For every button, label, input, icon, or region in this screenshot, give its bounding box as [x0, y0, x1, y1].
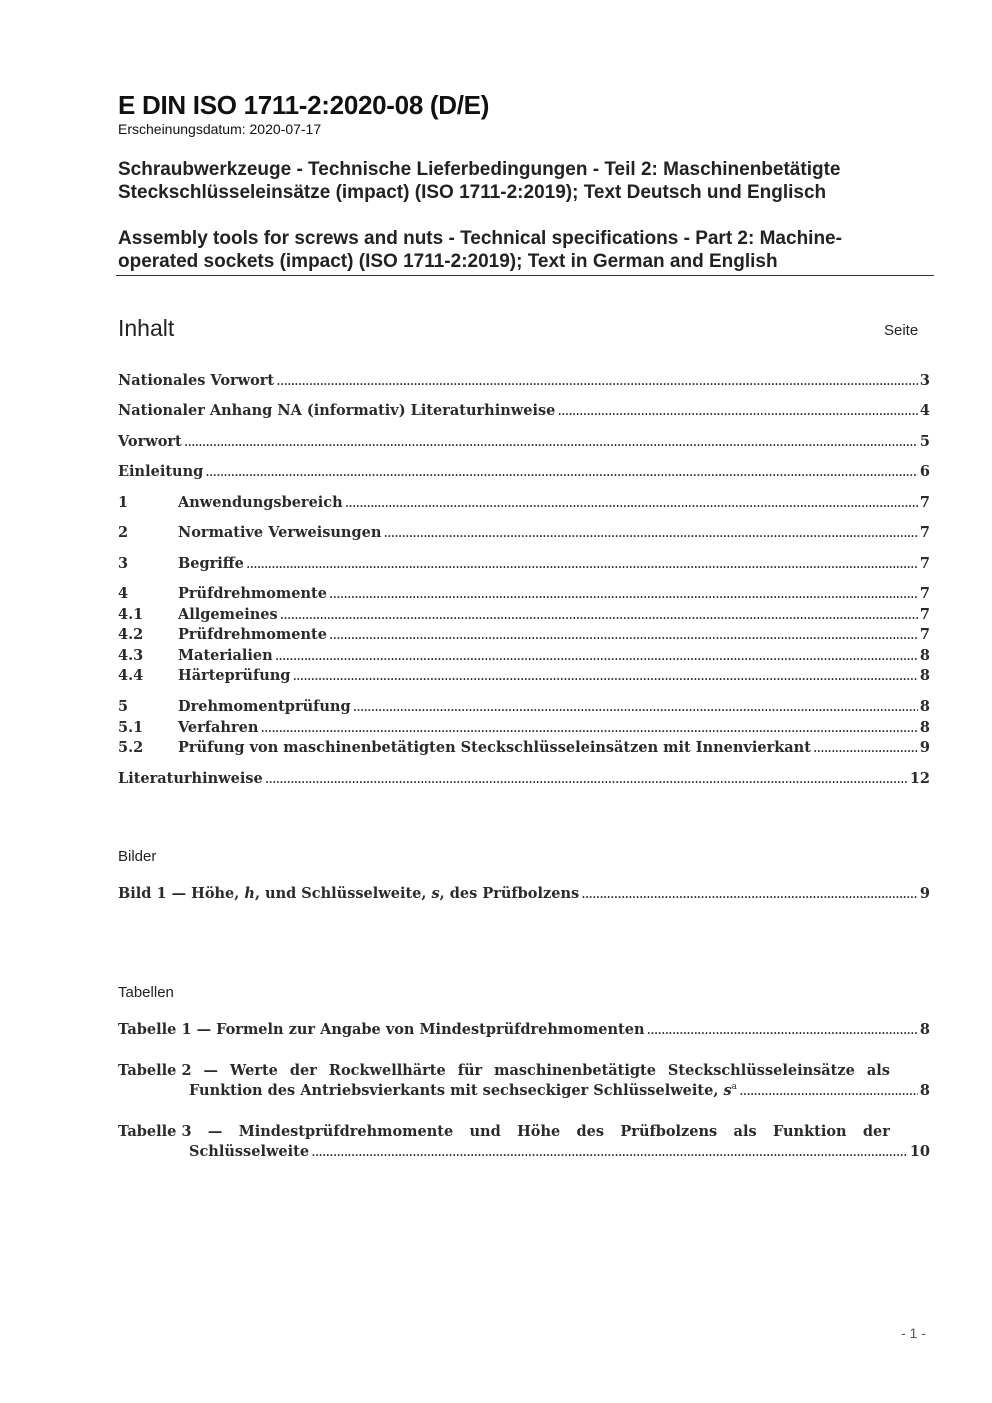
dot-leader	[292, 668, 917, 684]
caption-word: und	[469, 1123, 501, 1140]
toc-entry-title: Prüfdrehmomente	[178, 626, 327, 643]
caption-word: des	[576, 1123, 605, 1140]
toc-entry-title: Härteprüfung	[178, 667, 291, 684]
toc-entry-number: 4	[118, 585, 129, 602]
caption-word: maschinenbetätigte	[494, 1062, 656, 1079]
dot-leader	[353, 699, 918, 715]
caption-word: als	[866, 1062, 890, 1079]
title-english: Assembly tools for screws and nuts - Technical specifications - Part 2: Machine-operated sockets (impact) (ISO 1711-2:2019); Text in German and English	[118, 228, 842, 272]
table-entry-page: 10	[909, 1143, 930, 1160]
toc-entry-number: 2	[118, 524, 129, 541]
caption-word: —	[207, 1123, 223, 1140]
toc-entry-page: 3	[919, 372, 930, 389]
toc-entry-title: Nationaler Anhang NA (informativ) Literaturhinweise	[118, 402, 556, 419]
toc-entry[interactable]	[118, 433, 930, 452]
toc-entry-page: 5	[919, 433, 930, 450]
figure-entry[interactable]	[118, 885, 930, 904]
toc-entry-number: 4.2	[118, 626, 144, 643]
dot-leader	[276, 373, 918, 389]
toc-entry[interactable]	[118, 667, 930, 686]
toc-entry-number: 4.4	[118, 667, 144, 684]
toc-entry-title: Allgemeines	[178, 606, 278, 623]
toc-entry[interactable]	[118, 372, 930, 391]
table-entry-2-line2: Funktion des Antriebsvierkants mit sechseckiger Schlüsselweite, $s^a$ ..... 8	[118, 1082, 930, 1102]
dot-leader	[280, 607, 918, 623]
toc-entry-title: Normative Verweisungen	[178, 524, 382, 541]
caption-word: der	[862, 1123, 890, 1140]
dot-leader	[739, 1083, 918, 1099]
caption-word: Prüfbolzens	[620, 1123, 718, 1140]
table-entry-1[interactable]	[118, 1021, 930, 1040]
toc-heading: Inhalt	[118, 315, 175, 341]
caption-word: als	[733, 1123, 757, 1140]
toc-entry[interactable]	[118, 494, 930, 513]
toc-entry[interactable]	[118, 698, 930, 717]
caption-word: Tabelle 3	[118, 1123, 192, 1140]
dot-leader	[345, 495, 918, 511]
toc-entry-number: 5.2	[118, 739, 144, 756]
toc-entry-title: Drehmomentprüfung	[178, 698, 351, 715]
table-entry-3-line2: Schlüsselweite ..... 10	[118, 1143, 930, 1163]
dot-leader	[329, 627, 918, 643]
toc-entry-page: 6	[919, 463, 930, 480]
toc-entry[interactable]	[118, 402, 930, 421]
page-number: - 1 -	[901, 1325, 926, 1341]
caption-word: Rockwellhärte	[328, 1062, 446, 1079]
dot-leader	[205, 464, 918, 480]
title-divider	[116, 275, 934, 276]
toc-entry[interactable]	[118, 585, 930, 604]
caption-word: Steckschlüsseleinsätze	[667, 1062, 855, 1079]
publication-date: Erscheinungsdatum: 2020-07-17	[118, 121, 322, 137]
title-german: Schraubwerkzeuge - Technische Lieferbedingungen - Teil 2: Maschinenbetätigte Steckschlüsseleinsätze (impact) (ISO 1711-2:2019); Text Deutsch und Englisch	[118, 159, 841, 203]
dot-leader	[813, 740, 918, 756]
toc-entry-number: 1	[118, 494, 129, 511]
toc-entry-title: Anwendungsbereich	[178, 494, 343, 511]
toc-entry-title: Materialien	[178, 647, 273, 664]
toc-entry-title: Begriffe	[178, 555, 244, 572]
caption-word: Funktion	[772, 1123, 847, 1140]
toc-entry-page: 7	[919, 524, 930, 541]
toc-entry-page: 7	[919, 555, 930, 572]
caption-word: Werte	[230, 1062, 278, 1079]
toc-entry-title: Prüfdrehmomente	[178, 585, 327, 602]
toc-entry-number: 3	[118, 555, 129, 572]
toc-entry-page: 7	[919, 626, 930, 643]
table-entry-3[interactable]	[118, 1123, 930, 1163]
dot-leader	[265, 771, 908, 787]
toc-entry[interactable]	[118, 739, 930, 758]
toc-entry[interactable]	[118, 606, 930, 625]
page-column-label: Seite	[884, 322, 919, 339]
toc-entry-page: 7	[919, 494, 930, 511]
table-entry-title: Tabelle 1 — Formeln zur Angabe von Mindestprüfdrehmomenten	[118, 1021, 645, 1038]
table-entry-page: 8	[919, 1082, 930, 1099]
caption-word: —	[203, 1062, 219, 1079]
dot-leader	[329, 586, 918, 602]
figures-heading: Bilder	[118, 848, 157, 865]
caption-word: Mindestprüfdrehmomente	[238, 1123, 454, 1140]
toc-entry[interactable]	[118, 524, 930, 543]
caption-word: Tabelle 2	[118, 1062, 192, 1079]
toc-entry[interactable]	[118, 555, 930, 574]
dot-leader	[246, 556, 918, 572]
toc-entry-number: 4.3	[118, 647, 144, 664]
toc-entry-number: 4.1	[118, 606, 144, 623]
caption-word: Höhe	[517, 1123, 561, 1140]
dot-leader	[383, 525, 918, 541]
toc-entry-page: 7	[919, 606, 930, 623]
toc-entry-title: Literaturhinweise	[118, 770, 263, 787]
toc-entry[interactable]	[118, 719, 930, 738]
figure-entry-page: 9	[919, 885, 930, 902]
toc-entry-page: 8	[919, 667, 930, 684]
caption-word: für	[457, 1062, 483, 1079]
toc-entry-title: Verfahren	[178, 719, 259, 736]
toc-entry-page: 8	[919, 647, 930, 664]
toc-entry-page: 4	[919, 402, 930, 419]
toc-entry-page: 9	[919, 739, 930, 756]
table-entry-3-line1	[118, 1123, 890, 1143]
toc-entry-title: Vorwort	[118, 433, 182, 450]
tables-heading: Tabellen	[118, 984, 174, 1001]
dot-leader	[260, 720, 918, 736]
toc-entry-page: 7	[919, 585, 930, 602]
table-entry-2-line1	[118, 1062, 890, 1082]
dot-leader	[647, 1022, 918, 1038]
toc-entry-page: 12	[909, 770, 930, 787]
toc-entry-page: 8	[919, 719, 930, 736]
dot-leader	[557, 403, 918, 419]
table-entry-2[interactable]	[118, 1062, 930, 1102]
dot-leader	[581, 886, 918, 902]
toc-entry-title: Prüfung von maschinenbetätigten Steckschlüsseleinsätzen mit Innenvierkant	[178, 739, 811, 756]
toc-entry-title: Nationales Vorwort	[118, 372, 275, 389]
toc-entry[interactable]	[118, 463, 930, 482]
toc-entry-title: Einleitung	[118, 463, 204, 480]
toc-entry[interactable]	[118, 626, 930, 645]
document-id: E DIN ISO 1711-2:2020-08 (D/E)	[118, 90, 490, 120]
toc-entry-page: 8	[919, 698, 930, 715]
toc-entry-number: 5	[118, 698, 129, 715]
figure-entry-title: Bild 1 — Höhe, h, und Schlüsselweite, s, des Prüfbolzens	[118, 885, 580, 902]
toc-entry-number: 5.1	[118, 719, 144, 736]
dot-leader	[275, 648, 918, 664]
dot-leader	[184, 434, 918, 450]
table-entry-page: 8	[919, 1021, 930, 1038]
caption-word: der	[289, 1062, 317, 1079]
dot-leader	[311, 1144, 908, 1160]
toc-entry[interactable]	[118, 647, 930, 666]
toc-entry[interactable]	[118, 770, 930, 789]
